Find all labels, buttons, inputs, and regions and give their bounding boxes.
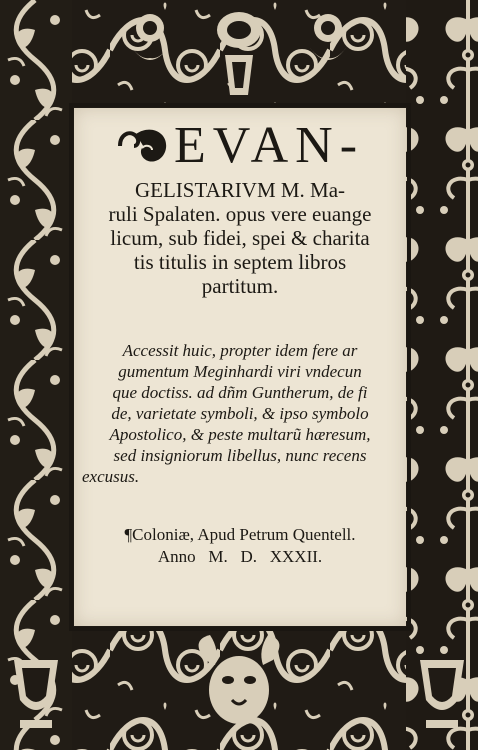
supplement-line-1: Accessit huic, propter idem fere ar [122, 341, 358, 360]
title-initial: EVAN- [173, 117, 365, 174]
title-line-5: partitum. [201, 274, 279, 298]
text-panel [74, 108, 406, 626]
supplement-line-5: Apostolico, & peste multarũ hæresum, [109, 425, 371, 444]
leaf-fleuron-icon [116, 124, 170, 168]
supplement-line-3: que doctiss. ad dñm Guntherum, de fi [112, 383, 368, 402]
supplement-line-4: de, varietate symboli, & ipso symbolo [111, 404, 369, 423]
imprint-line-2: Anno M. D. XXXII. [157, 547, 323, 566]
title-line-1: GELISTARIVM M. Ma- [134, 178, 346, 202]
supplement-line-2: gumentum Meginhardi viri vndecun [118, 362, 362, 381]
title-heading [74, 114, 406, 178]
imprint-line-1: ¶Coloniæ, Apud Petrum Quentell. [124, 525, 356, 544]
title-line-4: tis titulis in septem libros [133, 250, 347, 274]
title-line-2: ruli Spalaten. opus vere euange [108, 202, 372, 226]
supplement-line-6: sed insigniorum libellus, nunc recens [113, 446, 367, 465]
supplement-line-7: excusus. [82, 467, 140, 486]
title-line-3: licum, sub fidei, spei & charita [110, 226, 370, 250]
